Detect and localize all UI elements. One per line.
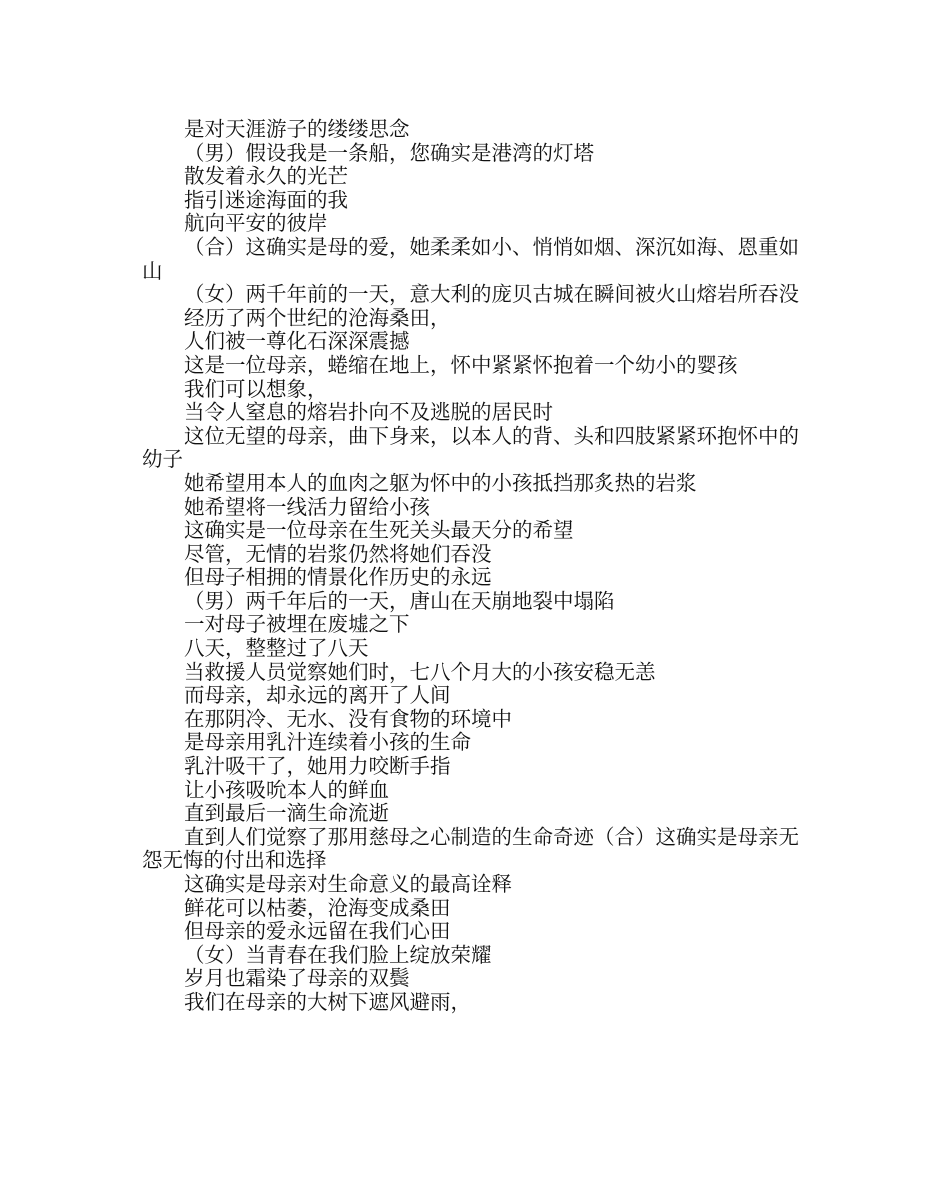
text-line: （男）假设我是一条船，您确实是港湾的灯塔 xyxy=(184,140,594,165)
text-line: 而母亲，却永远的离开了人间 xyxy=(184,683,451,708)
text-line: 乳汁吸干了，她用力咬断手指 xyxy=(184,754,451,779)
text-line: 这是一位母亲，蜷缩在地上，怀中紧紧怀抱着一个幼小的婴孩 xyxy=(184,352,738,377)
text-line: 是母亲用乳汁连续着小孩的生命 xyxy=(184,730,471,755)
text-line: 一对母子被埋在废墟之下 xyxy=(184,612,410,637)
text-line: 这确实是一位母亲在生死关头最天分的希望 xyxy=(184,518,574,543)
text-line: 指引迷途海面的我 xyxy=(184,187,348,212)
text-line: 人们被一尊化石深深震撼 xyxy=(184,329,410,354)
text-line: 岁月也霜染了母亲的双鬓 xyxy=(184,966,410,991)
text-line: （女）当青春在我们脸上绽放荣耀 xyxy=(184,942,492,967)
text-line: 航向平安的彼岸 xyxy=(184,211,328,236)
text-line: 但母亲的爱永远留在我们心田 xyxy=(184,919,451,944)
text-line: 她希望用本人的血肉之躯为怀中的小孩抵挡那炙热的岩浆 xyxy=(184,470,697,495)
text-line: 我们可以想象， xyxy=(184,376,328,401)
poem-text xyxy=(142,118,814,1015)
text-line: 让小孩吸吮本人的鲜血 xyxy=(184,777,389,802)
text-line: 直到最后一滴生命流逝 xyxy=(184,801,389,826)
text-line: 尽管，无情的岩浆仍然将她们吞没 xyxy=(184,541,492,566)
text-line: 这位无望的母亲，曲下身来，以本人的背、头和四肢紧紧环抱怀中的幼子 xyxy=(142,423,799,472)
text-line: 直到人们觉察了那用慈母之心制造的生命奇迹（合）这确实是母亲无怨无悔的付出和选择 xyxy=(142,824,799,873)
text-line: （女）两千年前的一天，意大利的庞贝古城在瞬间被火山熔岩所吞没 xyxy=(184,282,799,307)
text-line: 八天，整整过了八天 xyxy=(184,636,369,661)
text-line: 是对天涯游子的缕缕思念 xyxy=(184,117,410,141)
text-line: 在那阴冷、无水、没有食物的环境中 xyxy=(184,706,512,731)
text-line: （合）这确实是母的爱，她柔柔如小、悄悄如烟、深沉如海、恩重如山 xyxy=(142,234,799,283)
text-line: 当救援人员觉察她们时，七八个月大的小孩安稳无恙 xyxy=(184,659,656,684)
text-line: 散发着永久的光芒 xyxy=(184,164,348,189)
text-line: 经历了两个世纪的沧海桑田， xyxy=(184,305,451,330)
text-line: 这确实是母亲对生命意义的最高诠释 xyxy=(184,872,512,896)
text-line: 我们在母亲的大树下遮风避雨， xyxy=(184,989,471,1014)
text-line: 当令人窒息的熔岩扑向不及逃脱的居民时 xyxy=(184,400,553,425)
text-line: 鲜花可以枯萎，沧海变成桑田 xyxy=(184,895,451,920)
text-line: （男）两千年后的一天，唐山在天崩地裂中塌陷 xyxy=(184,588,615,613)
text-line: 她希望将一线活力留给小孩 xyxy=(184,494,430,519)
text-line: 但母子相拥的情景化作历史的永远 xyxy=(184,565,492,590)
